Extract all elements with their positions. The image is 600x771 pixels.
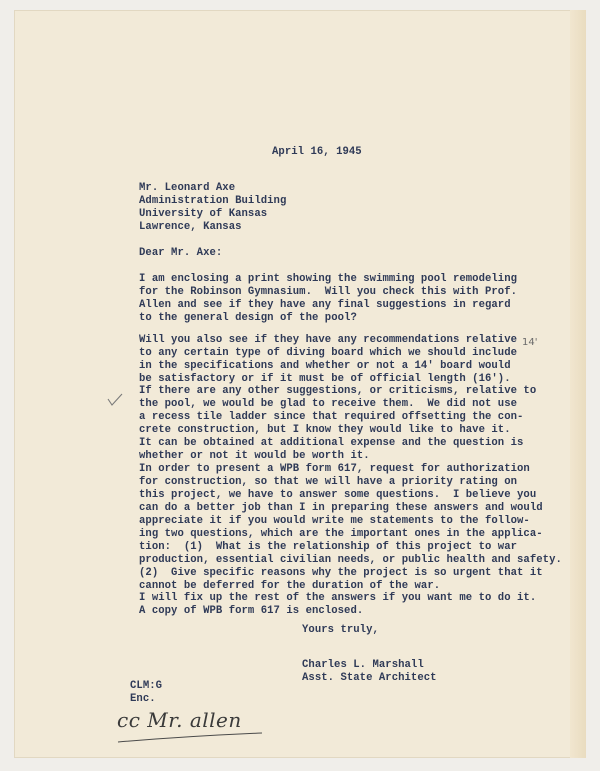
- body-line: be satisfactory or if it must be of official length (16').: [139, 373, 511, 385]
- typist-initials: CLM:G: [130, 680, 163, 692]
- body-line: for the Robinson Gymnasium. Will you check this with Prof.: [139, 286, 518, 298]
- body-line: Will you also see if they have any recommendations relative: [139, 334, 518, 346]
- body-line: to any certain type of diving board which we should include: [139, 347, 518, 359]
- body-line: production, essential civilian needs, or public health and safety.: [139, 554, 562, 566]
- body-line: in the specifications and whether or not a 14' board would: [139, 360, 511, 372]
- body-line: If there are any other suggestions, or criticisms, relative to: [139, 385, 537, 397]
- recipient-line: Mr. Leonard Axe: [139, 182, 236, 194]
- body-line: whether or not it would be worth it.: [139, 450, 370, 462]
- enclosure-note: Enc.: [130, 693, 156, 705]
- closing: Yours truly,: [302, 624, 379, 636]
- body-line: A copy of WPB form 617 is enclosed.: [139, 605, 364, 617]
- handwritten-cc: cc Mr. allen: [117, 708, 242, 732]
- signer-name: Charles L. Marshall: [302, 659, 424, 671]
- margin-note: 14': [522, 337, 538, 348]
- body-line: In order to present a WPB form 617, request for authorization: [139, 463, 530, 475]
- body-line: It can be obtained at additional expense and the question is: [139, 437, 524, 449]
- body-line: Allen and see if they have any final suggestions in regard: [139, 299, 511, 311]
- signer-title: Asst. State Architect: [302, 672, 437, 684]
- body-line: I am enclosing a print showing the swimming pool remodeling: [139, 273, 518, 285]
- body-line: the pool, we would be glad to receive them. We did not use: [139, 398, 518, 410]
- body-line: I will fix up the rest of the answers if you want me to do it.: [139, 592, 537, 604]
- body-line: crete construction, but I know they would like to have it.: [139, 424, 511, 436]
- body-line: ing two questions, which are the important ones in the applica-: [139, 528, 543, 540]
- body-line: to the general design of the pool?: [139, 312, 357, 324]
- body-line: can do a better job than I in preparing these answers and would: [139, 502, 543, 514]
- body-line: for construction, so that we will have a priority rating on: [139, 476, 518, 488]
- recipient-line: Administration Building: [139, 195, 287, 207]
- letter-date: April 16, 1945: [272, 146, 362, 158]
- salutation: Dear Mr. Axe:: [139, 247, 223, 259]
- body-line: cannot be deferred for the duration of the war.: [139, 580, 441, 592]
- cc-underline: [118, 733, 262, 742]
- check-mark: [108, 394, 122, 405]
- body-line: this project, we have to answer some questions. I believe you: [139, 489, 537, 501]
- body-line: a recess tile ladder since that required offsetting the con-: [139, 411, 524, 423]
- body-line: (2) Give specific reasons why the project is so urgent that it: [139, 567, 543, 579]
- recipient-line: University of Kansas: [139, 208, 268, 220]
- recipient-line: Lawrence, Kansas: [139, 221, 242, 233]
- body-line: tion: (1) What is the relationship of this project to war: [139, 541, 518, 553]
- body-line: appreciate it if you would write me statements to the follow-: [139, 515, 530, 527]
